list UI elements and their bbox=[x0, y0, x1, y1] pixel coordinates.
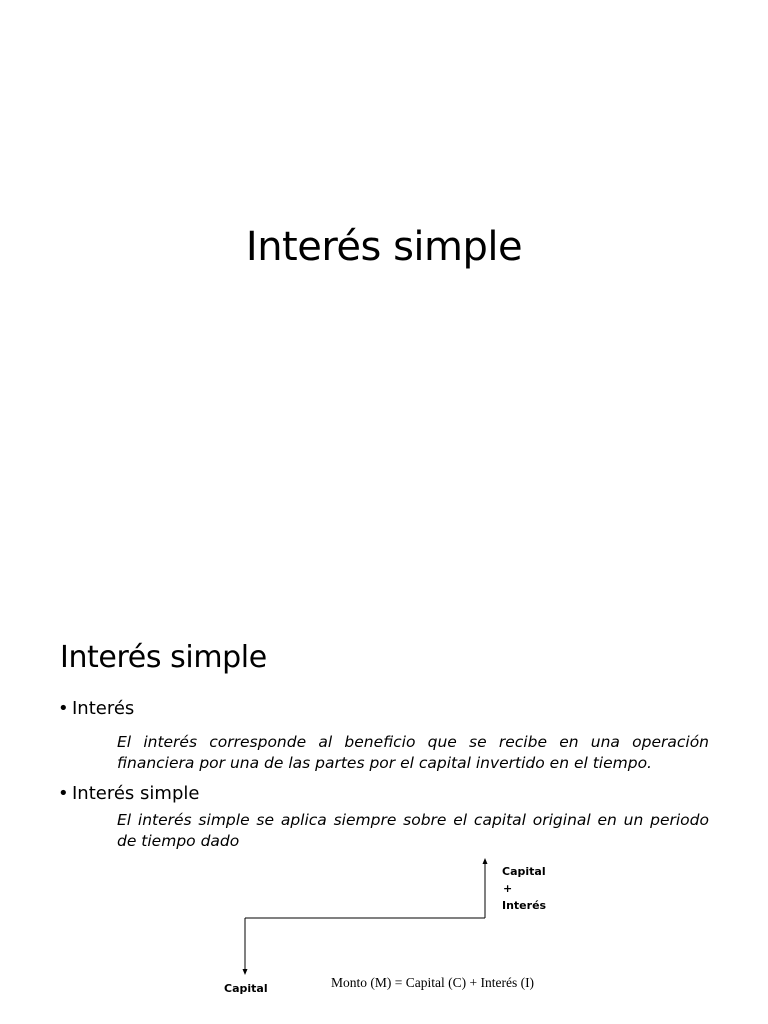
bullet-dot-icon: • bbox=[58, 698, 69, 719]
diagram-top-label-capital: Capital bbox=[502, 865, 546, 878]
content-slide-title: Interés simple bbox=[60, 640, 267, 675]
bullet-label: Interés bbox=[72, 698, 135, 719]
definition-interes-simple: El interés simple se aplica siempre sobre el capital original en un periodo de tiempo dado bbox=[117, 811, 709, 850]
formula-monto: Monto (M) = Capital (C) + Interés (I) bbox=[331, 975, 535, 990]
definition-interes: El interés corresponde al beneficio que se recibe en una operación financiera por una de las partes por el capital invertido en el tiempo. bbox=[117, 733, 709, 772]
slide-title: Interés simple bbox=[245, 224, 523, 270]
arrow-up-icon bbox=[483, 858, 488, 864]
arrow-down-icon bbox=[243, 969, 248, 975]
diagram-bottom-label-capital: Capital bbox=[224, 982, 268, 995]
bullet-dot-icon: • bbox=[58, 783, 69, 804]
bullet-label: Interés simple bbox=[72, 783, 200, 804]
diagram-top-label-plus: + bbox=[503, 882, 513, 895]
content-slide bbox=[0, 598, 768, 1024]
diagram-top-label-interes: Interés bbox=[502, 899, 547, 912]
interest-diagram bbox=[0, 598, 768, 1024]
